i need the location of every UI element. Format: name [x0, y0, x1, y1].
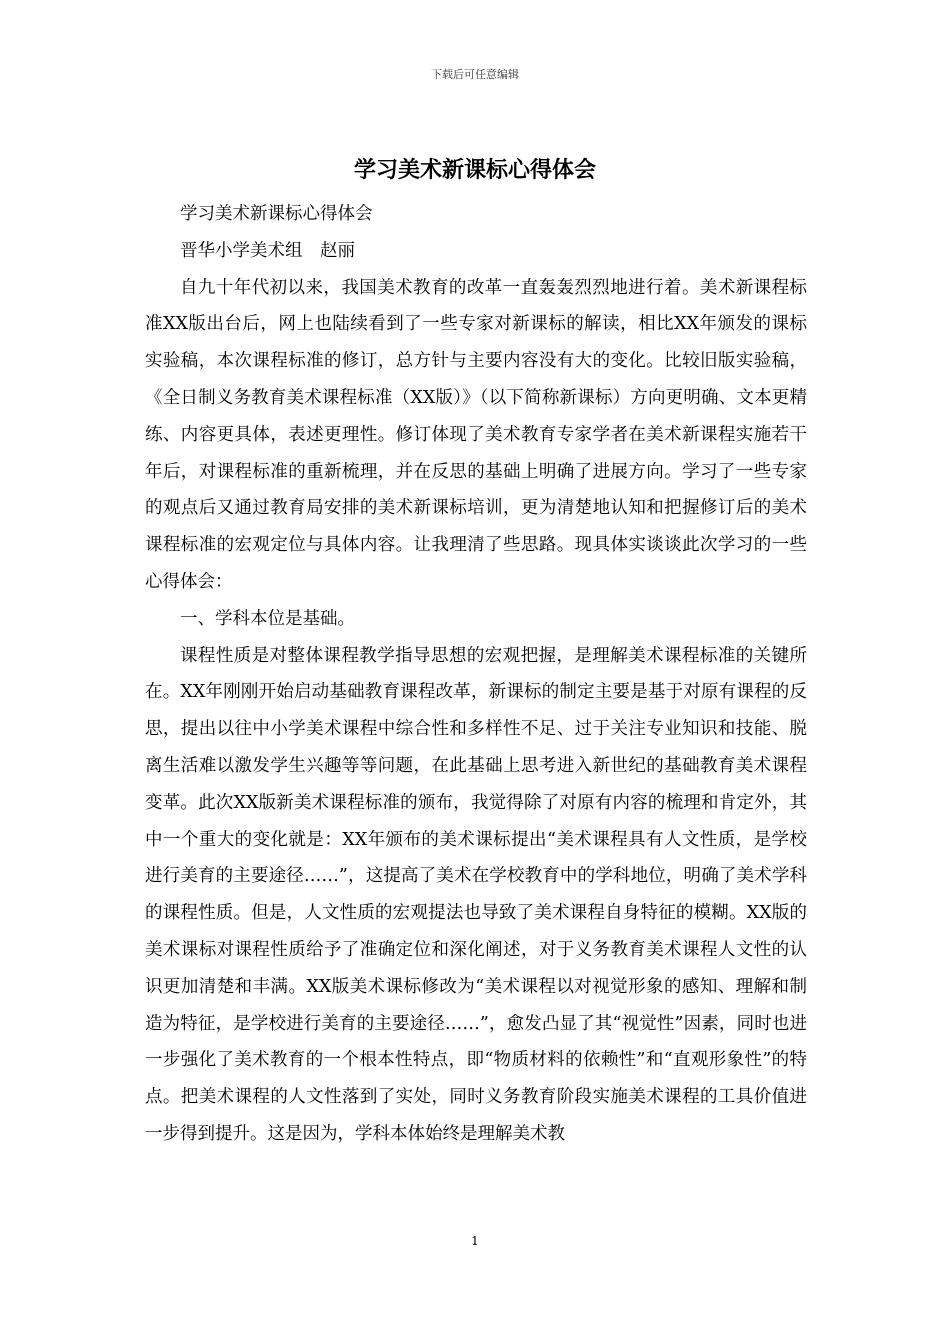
document-body [145, 196, 807, 1153]
author-paragraph: 晋华小学美术组 赵丽 [180, 240, 355, 261]
document-title: 学习美术新课标心得体会 [353, 157, 596, 183]
page-number: 1 [471, 1234, 479, 1248]
section-heading: 一、学科本位是基础。 [180, 608, 355, 629]
intro-paragraph: 自九十年代初以来，我国美术教育的改革一直轰轰烈烈地进行着。美术新课程标准XX版出台后，网上也陆续看到了一些专家对新课标的解读，相比XX年颁发的课标实验稿，本次课程标准的修订，总方针与主要内容没有大的变化。比较旧版实验稿，《全日制义务教育美术课程标准（XX版）》（以下简称新课标）方向更明确、文本更精练、内容更具体，表述更理性。修订体现了美术教育专家学者在美术新课程实施若干年后，对课程标准的重新梳理，并在反思的基础上明确了进展方向。学习了一些专家的观点后又通过教育局安排的美术新课标培训，更为清楚地认知和把握修订后的美术课程标准的宏观定位与具体内容。让我理清了些思路。现具体实谈谈此次学习的一些心得体会： [145, 277, 807, 592]
header-note: 下载后可任意编辑 [431, 68, 519, 81]
subtitle-paragraph: 学习美术新课标心得体会 [180, 204, 373, 224]
section-body-paragraph: 课程性质是对整体课程教学指导思想的宏观把握，是理解美术课程标准的关键所在。XX年刚刚开始启动基础教育课程改革，新课标的制定主要是基于对原有课程的反思，提出以往中小学美术课程中综合性和多样性不足、过于关注专业知识和技能、脱离生活难以激发学生兴趣等等问题，在此基础上思考进入新世纪的基础教育美术课程变革。此次XX版新美术课程标准的颁布，我觉得除了对原有内容的梳理和肯定外，其中一个重大的变化就是：XX年颁布的美术课标提出“美术课程具有人文性质，是学校进行美育的主要途径……”，这提高了美术在学校教育中的学科地位，明确了美术学科的课程性质。但是，人文性质的宏观提法也导致了美术课程自身特征的模糊。XX版的美术课标对课程性质给予了准确定位和深化阐述，对于义务教育美术课程人文性的认识更加清楚和丰满。XX版美术课标修改为“美术课程以对视觉形象的感知、理解和制造为特征，是学校进行美育的主要途径……”，愈发凸显了其“视觉性”因素，同时也进一步强化了美术教育的一个根本性特点，即“物质材料的依赖性”和“直观形象性”的特点。把美术课程的人文性落到了实处，同时义务教育阶段实施美术课程的工具价值进一步得到提升。这是因为，学科本体始终是理解美术教 [145, 645, 807, 1144]
